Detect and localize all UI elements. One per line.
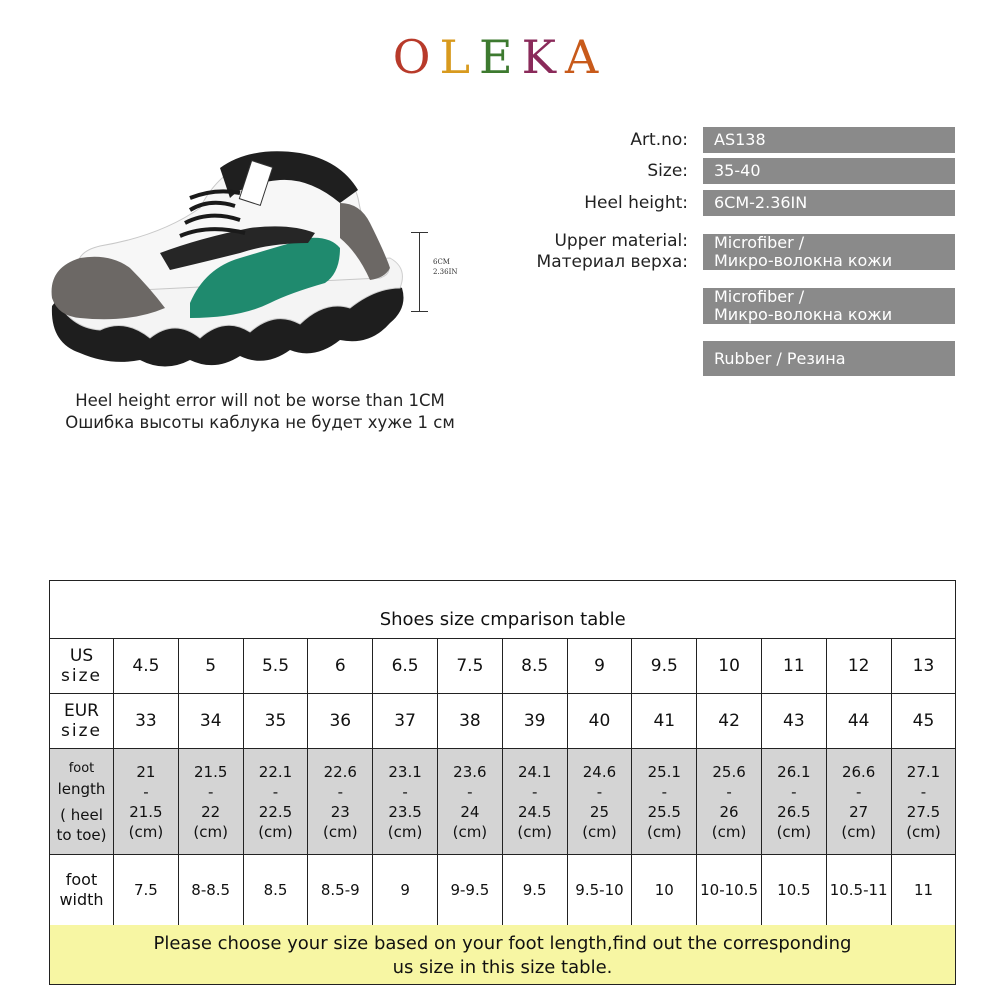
sole-material-value: Rubber / Резина <box>703 341 955 376</box>
us-size-header: US size <box>50 639 114 694</box>
us-size-cell: 5 <box>178 639 243 694</box>
size-label: Size: <box>647 161 688 181</box>
heel-height-label: Heel height: <box>584 193 688 213</box>
eur-size-cell: 38 <box>437 694 502 749</box>
foot-length-cell: 23.1 - 23.5 (cm) <box>373 749 438 855</box>
heel-in-label: 2.36IN <box>433 268 458 276</box>
foot-width-cell: 10 <box>632 855 697 926</box>
eur-size-cell: 34 <box>178 694 243 749</box>
foot-width-cell: 8-8.5 <box>178 855 243 926</box>
size-comparison-table <box>49 580 956 926</box>
us-size-cell: 6 <box>308 639 373 694</box>
eur-size-cell: 41 <box>632 694 697 749</box>
heel-cm-label: 6CM <box>433 258 450 266</box>
logo-letter: A <box>565 30 608 84</box>
eur-size-row <box>50 694 956 749</box>
us-size-cell: 6.5 <box>373 639 438 694</box>
us-size-cell: 9.5 <box>632 639 697 694</box>
foot-width-cell: 9 <box>373 855 438 926</box>
foot-length-cell: 25.1 - 25.5 (cm) <box>632 749 697 855</box>
eur-size-cell: 42 <box>697 694 762 749</box>
foot-width-cell: 10.5-11 <box>826 855 891 926</box>
foot-length-cell: 23.6 - 24 (cm) <box>437 749 502 855</box>
foot-length-cell: 26.6 - 27 (cm) <box>826 749 891 855</box>
heel-note-en: Heel height error will not be worse than 1CM <box>75 391 445 410</box>
us-size-cell: 9 <box>567 639 632 694</box>
foot-width-cell: 11 <box>891 855 956 926</box>
us-size-cell: 7.5 <box>437 639 502 694</box>
foot-length-cell: 21 - 21.5 (cm) <box>114 749 179 855</box>
size-value: 35-40 <box>703 158 955 184</box>
art-no-value: AS138 <box>703 127 955 153</box>
foot-length-header: foot length ( heel to toe) <box>50 749 114 855</box>
us-size-cell: 11 <box>761 639 826 694</box>
foot-width-cell: 9-9.5 <box>437 855 502 926</box>
us-size-cell: 8.5 <box>502 639 567 694</box>
foot-length-cell: 22.6 - 23 (cm) <box>308 749 373 855</box>
size-advice-banner <box>49 925 956 985</box>
brand-logo <box>0 30 1000 84</box>
foot-width-cell: 10.5 <box>761 855 826 926</box>
foot-length-cell: 27.1 - 27.5 (cm) <box>891 749 956 855</box>
logo-letter: O <box>392 30 440 84</box>
eur-size-cell: 33 <box>114 694 179 749</box>
size-advice-line1: Please choose your size based on your foot length,find out the corresponding <box>153 933 852 954</box>
foot-length-row <box>50 749 956 855</box>
eur-size-cell: 36 <box>308 694 373 749</box>
foot-width-cell: 9.5-10 <box>567 855 632 926</box>
foot-length-cell: 26.1 - 26.5 (cm) <box>761 749 826 855</box>
upper-material-label-ru: Материал верха: <box>536 252 688 272</box>
size-advice-line2: us size in this size table. <box>392 957 613 978</box>
lining-material-value <box>703 288 955 324</box>
heel-note-ru: Ошибка высоты каблука не будет хуже 1 см <box>65 413 455 432</box>
eur-size-cell: 44 <box>826 694 891 749</box>
foot-width-header: foot width <box>50 855 114 926</box>
heel-height-marker <box>405 232 465 312</box>
sneaker-image <box>40 128 420 388</box>
us-size-row <box>50 639 956 694</box>
upper-material-value <box>703 234 955 270</box>
upper-material-value-en: Microfiber / <box>714 233 805 252</box>
foot-length-cell: 24.6 - 25 (cm) <box>567 749 632 855</box>
foot-length-cell: 24.1 - 24.5 (cm) <box>502 749 567 855</box>
eur-size-header: EUR size <box>50 694 114 749</box>
upper-material-value-ru: Микро-волокна кожи <box>714 251 893 270</box>
eur-size-cell: 40 <box>567 694 632 749</box>
foot-width-row <box>50 855 956 926</box>
table-title: Shoes size cmparison table <box>50 581 956 639</box>
foot-width-cell: 10-10.5 <box>697 855 762 926</box>
us-size-cell: 13 <box>891 639 956 694</box>
art-no-label: Art.no: <box>630 130 688 150</box>
heel-height-value: 6CM-2.36IN <box>703 190 955 216</box>
upper-material-label-en: Upper material: <box>554 231 688 251</box>
foot-width-cell: 7.5 <box>114 855 179 926</box>
foot-length-cell: 25.6 - 26 (cm) <box>697 749 762 855</box>
foot-width-cell: 9.5 <box>502 855 567 926</box>
eur-size-cell: 43 <box>761 694 826 749</box>
us-size-cell: 12 <box>826 639 891 694</box>
eur-size-cell: 39 <box>502 694 567 749</box>
us-size-cell: 4.5 <box>114 639 179 694</box>
logo-letter: L <box>439 30 480 84</box>
foot-length-cell: 21.5 - 22 (cm) <box>178 749 243 855</box>
logo-letter: K <box>521 30 565 84</box>
eur-size-cell: 35 <box>243 694 308 749</box>
eur-size-cell: 45 <box>891 694 956 749</box>
lining-material-value-ru: Микро-волокна кожи <box>714 305 893 324</box>
us-size-cell: 5.5 <box>243 639 308 694</box>
eur-size-cell: 37 <box>373 694 438 749</box>
foot-length-cell: 22.1 - 22.5 (cm) <box>243 749 308 855</box>
foot-width-cell: 8.5 <box>243 855 308 926</box>
foot-width-cell: 8.5-9 <box>308 855 373 926</box>
logo-letter: E <box>479 30 522 84</box>
lining-material-value-en: Microfiber / <box>714 287 805 306</box>
us-size-cell: 10 <box>697 639 762 694</box>
